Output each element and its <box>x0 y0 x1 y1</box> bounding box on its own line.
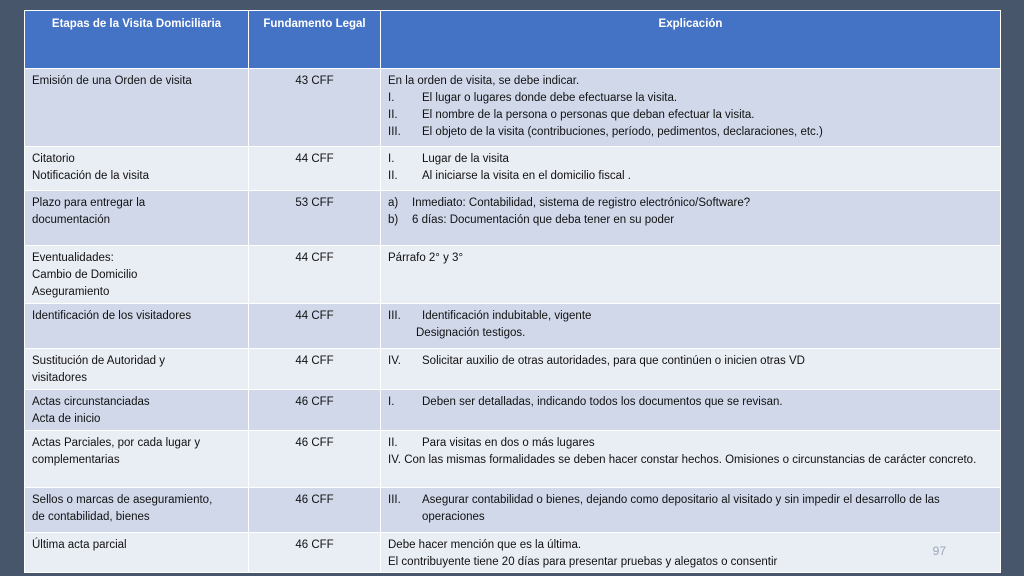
visita-domiciliaria-table <box>24 10 1001 573</box>
etapa-cell <box>25 349 249 390</box>
item-marker: b) <box>388 214 399 226</box>
explicacion-line: Debe hacer mención que es la última. <box>388 539 582 551</box>
etapa-line: complementarias <box>32 454 120 466</box>
table-row <box>25 349 1001 390</box>
item-marker: a) <box>388 197 399 209</box>
explicacion-cell <box>381 246 1001 304</box>
etapa-line: Actas circunstanciadas <box>32 396 150 408</box>
item-marker: II. <box>388 437 398 449</box>
etapa-cell <box>25 191 249 246</box>
header-explicacion: Explicación <box>381 11 1001 69</box>
explicacion-item <box>388 195 993 212</box>
etapa-line: de contabilidad, bienes <box>32 511 150 523</box>
table-row <box>25 147 1001 191</box>
table-row <box>25 191 1001 246</box>
page-number: 97 <box>932 544 946 558</box>
explicacion-cell <box>381 431 1001 488</box>
etapa-cell <box>25 304 249 349</box>
explicacion-cell <box>381 304 1001 349</box>
item-text: El objeto de la visita (contribuciones, período, pedimentos, declaraciones, etc.) <box>422 126 823 138</box>
item-marker: III. <box>388 126 401 138</box>
item-text: 6 días: Documentación que deba tener en su poder <box>412 214 675 226</box>
table-row <box>25 488 1001 533</box>
item-marker: IV. <box>388 355 402 367</box>
header-fundamento: Fundamento Legal <box>249 11 381 69</box>
table-row <box>25 431 1001 488</box>
explicacion-cell <box>381 191 1001 246</box>
etapa-line: Última acta parcial <box>32 539 127 551</box>
item-text: Identificación indubitable, vigente <box>422 310 592 322</box>
etapa-line: documentación <box>32 214 110 226</box>
etapa-line: Actas Parciales, por cada lugar y <box>32 437 201 449</box>
explicacion-line: El contribuyente tiene 20 días para presentar pruebas y alegatos o consentir <box>388 556 778 568</box>
table-row <box>25 390 1001 431</box>
item-text: Deben ser detalladas, indicando todos los documentos que se revisan. <box>422 396 783 408</box>
explicacion-cell <box>381 349 1001 390</box>
explicacion-cell <box>381 69 1001 147</box>
explicacion-item <box>388 394 993 411</box>
etapa-line: Notificación de la visita <box>32 170 149 182</box>
fundamento-cell: 46 CFF <box>249 431 381 488</box>
fundamento-cell: 46 CFF <box>249 488 381 533</box>
explicacion-item <box>388 124 993 141</box>
fundamento-cell: 44 CFF <box>249 304 381 349</box>
table-row <box>25 533 1001 573</box>
explicacion-tail: IV. Con las mismas formalidades se deben hacer constar hechos. Omisiones o circunstancias de carácter concreto. <box>388 454 977 466</box>
item-text: Asegurar contabilidad o bienes, dejando como depositario al visitado y sin impedir el desarrollo de las operaciones <box>422 494 940 523</box>
item-text: Para visitas en dos o más lugares <box>422 437 595 449</box>
explicacion-continuation: Designación testigos. <box>416 327 526 339</box>
fundamento-cell: 43 CFF <box>249 69 381 147</box>
item-text: El nombre de la persona o personas que deban efectuar la visita. <box>422 109 755 121</box>
explicacion-cell <box>381 488 1001 533</box>
item-text: Solicitar auxilio de otras autoridades, para que continúen o inicien otras VD <box>422 355 805 367</box>
item-text: Al iniciarse la visita en el domicilio fiscal . <box>422 170 631 182</box>
item-text: Inmediato: Contabilidad, sistema de registro electrónico/Software? <box>412 197 751 209</box>
item-marker: III. <box>388 310 401 322</box>
explicacion-cell <box>381 390 1001 431</box>
etapa-line: Citatorio <box>32 153 75 165</box>
explicacion-item <box>388 492 993 526</box>
item-text: El lugar o lugares donde debe efectuarse la visita. <box>422 92 678 104</box>
explicacion-item <box>388 435 993 452</box>
etapa-line: Plazo para entregar la <box>32 197 146 209</box>
explicacion-intro: En la orden de visita, se debe indicar. <box>388 75 580 87</box>
item-marker: I. <box>388 396 395 408</box>
etapa-line: visitadores <box>32 372 87 384</box>
explicacion-item <box>388 212 993 229</box>
explicacion-item <box>388 308 993 325</box>
etapa-line: Emisión de una Orden de visita <box>32 75 192 87</box>
fundamento-cell: 53 CFF <box>249 191 381 246</box>
etapa-cell <box>25 69 249 147</box>
etapa-cell <box>25 390 249 431</box>
explicacion-item <box>388 151 993 168</box>
table-row <box>25 304 1001 349</box>
explicacion-item <box>388 353 993 370</box>
item-marker: III. <box>388 494 401 506</box>
etapa-line: Sellos o marcas de aseguramiento, <box>32 494 213 506</box>
fundamento-cell: 44 CFF <box>249 147 381 191</box>
etapa-line: Cambio de Domicilio <box>32 269 138 281</box>
table-body <box>25 69 1001 573</box>
header-etapas: Etapas de la Visita Domiciliaria <box>25 11 249 69</box>
explicacion-item <box>388 107 993 124</box>
etapa-cell <box>25 533 249 573</box>
item-marker: II. <box>388 109 398 121</box>
explicacion-cell <box>381 533 1001 573</box>
etapa-cell <box>25 147 249 191</box>
explicacion-intro: Párrafo 2° y 3° <box>388 252 464 264</box>
table-header-row <box>25 11 1001 69</box>
etapa-line: Aseguramiento <box>32 286 110 298</box>
explicacion-item <box>388 90 993 107</box>
etapa-line: Eventualidades: <box>32 252 114 264</box>
table-row <box>25 69 1001 147</box>
etapa-cell <box>25 246 249 304</box>
table-row <box>25 246 1001 304</box>
etapa-line: Sustitución de Autoridad y <box>32 355 165 367</box>
item-marker: I. <box>388 92 395 104</box>
etapa-line: Identificación de los visitadores <box>32 310 192 322</box>
etapa-cell <box>25 431 249 488</box>
fundamento-cell: 46 CFF <box>249 390 381 431</box>
fundamento-cell: 44 CFF <box>249 349 381 390</box>
etapa-cell <box>25 488 249 533</box>
fundamento-cell: 44 CFF <box>249 246 381 304</box>
fundamento-cell: 46 CFF <box>249 533 381 573</box>
etapa-line: Acta de inicio <box>32 413 101 425</box>
explicacion-item <box>388 168 993 185</box>
explicacion-cell <box>381 147 1001 191</box>
item-text: Lugar de la visita <box>422 153 509 165</box>
item-marker: I. <box>388 153 395 165</box>
item-marker: II. <box>388 170 398 182</box>
